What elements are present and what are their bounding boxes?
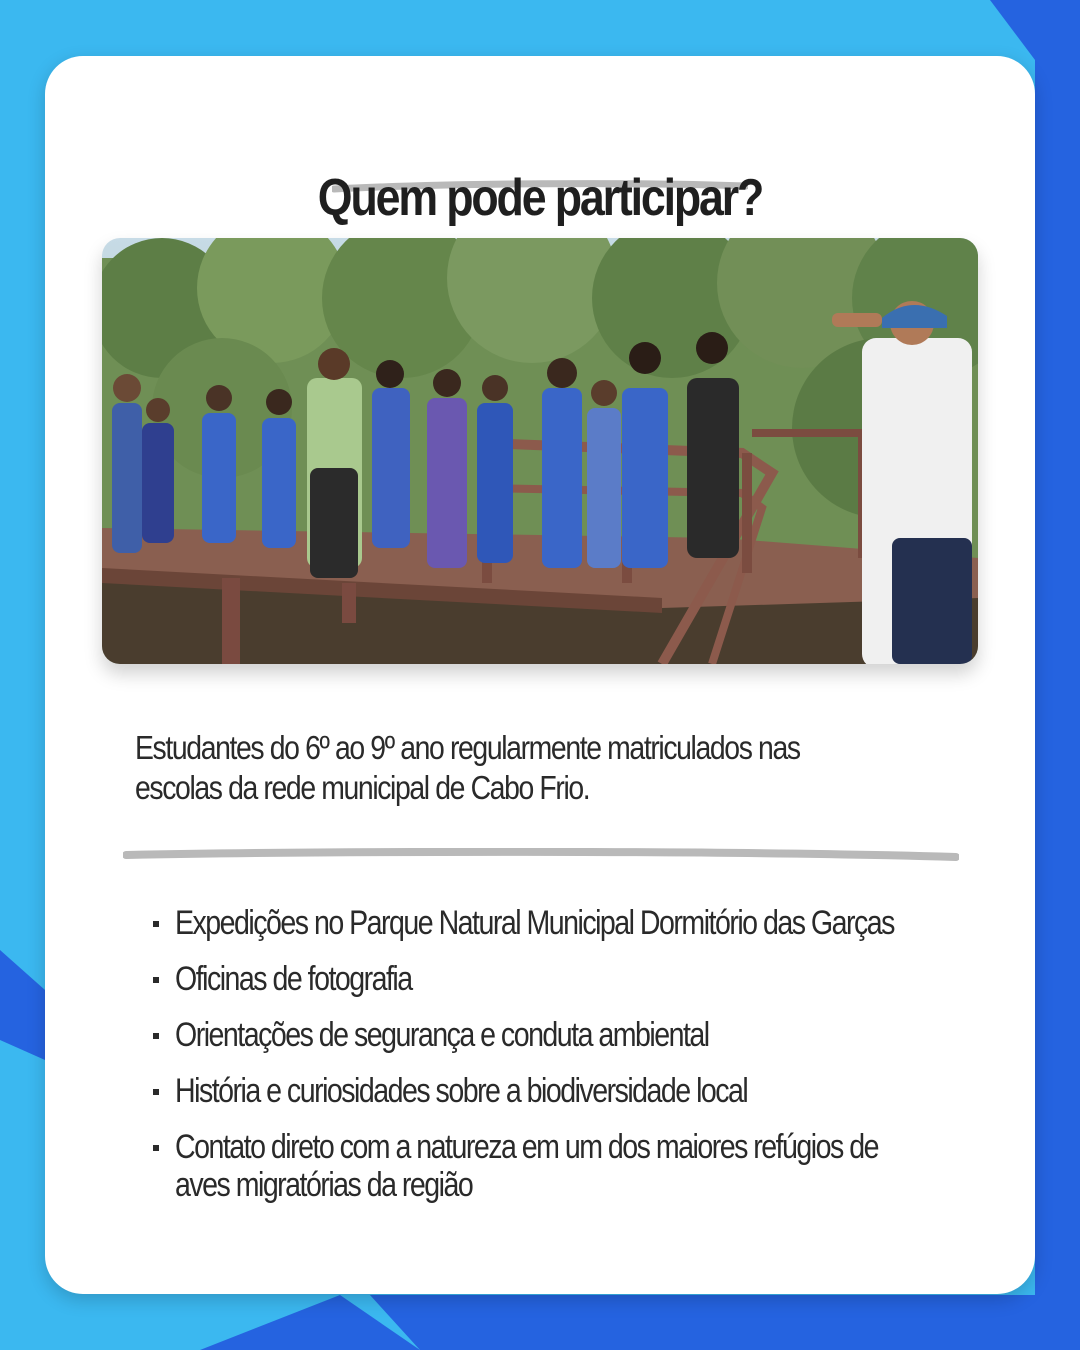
eligibility-description: Estudantes do 6º ao 9º ano regularmente matriculados nas escolas da rede municipal de Cabo Frio.	[135, 729, 800, 806]
list-item-text: História e curiosidades sobre a biodiversidade local	[175, 1072, 748, 1110]
list-item-text: Orientações de segurança e conduta ambiental	[175, 1016, 709, 1054]
list-item	[153, 960, 983, 998]
bullet-icon	[153, 1033, 159, 1039]
page-title: Quem pode participar?	[317, 169, 763, 227]
content-card	[45, 56, 1035, 1294]
section-divider	[123, 848, 959, 862]
bullet-icon	[153, 1145, 159, 1151]
bullet-icon	[153, 1089, 159, 1095]
benefits-list	[153, 904, 983, 1222]
group-photo	[102, 238, 978, 664]
list-item-text: Oficinas de fotografia	[175, 960, 412, 998]
list-item	[153, 1016, 983, 1054]
list-item	[153, 1072, 983, 1110]
group-photo-icon	[102, 238, 978, 664]
list-item-text: Expedições no Parque Natural Municipal Dormitório das Garças	[175, 904, 894, 942]
list-item	[153, 1128, 983, 1204]
bullet-icon	[153, 921, 159, 927]
list-item-text: Contato direto com a natureza em um dos maiores refúgios de aves migratórias da região	[175, 1128, 878, 1204]
list-item	[153, 904, 983, 942]
bullet-icon	[153, 977, 159, 983]
